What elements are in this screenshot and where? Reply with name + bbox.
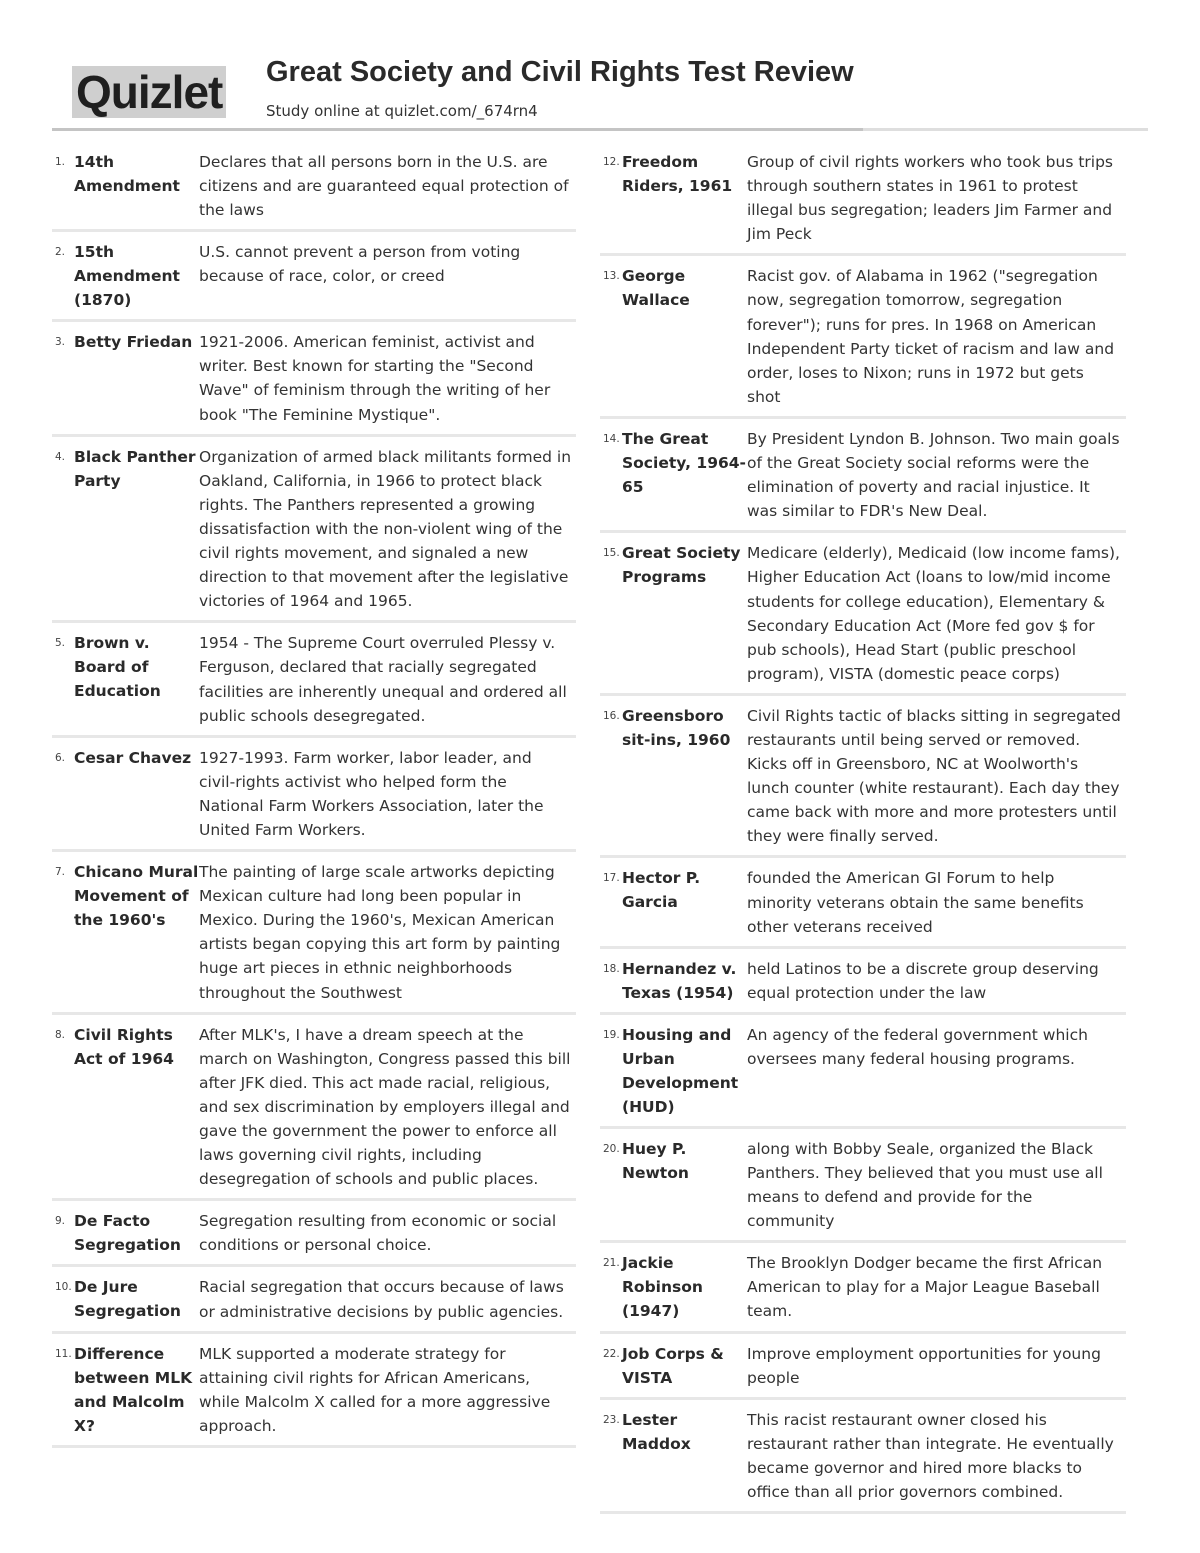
card-term: Hernandez v. Texas (1954) <box>622 959 737 1002</box>
card-definition: The painting of large scale artworks depicting Mexican culture had long been popular in Mexico. During the 1960's, Mexican American artists began copying this art form by painting huge art pieces in ethnic neighborhoods throughout the Southwest <box>199 863 561 1002</box>
card-term: Huey P. Newton <box>622 1139 689 1182</box>
card-number: 10. <box>55 1281 72 1294</box>
card-number: 18. <box>603 962 620 975</box>
card-definition: After MLK's, I have a dream speech at the march on Washington, Congress passed this bill after JFK died. This act made racial, religious, and sex discrimination by employers illegal and gave the government the power to enforce all laws governing civil rights, including desegregation of schools and public places. <box>199 1025 571 1189</box>
card-number: 15. <box>603 547 620 560</box>
card-definition: MLK supported a moderate strategy for attaining civil rights for African Americans, while Malcolm X called for a more aggressive approach. <box>199 1344 551 1435</box>
card-term: Cesar Chavez <box>74 748 192 767</box>
card-number: 4. <box>55 450 66 463</box>
card-number: 14. <box>603 432 620 445</box>
card-number: 7. <box>55 866 66 879</box>
flashcard-11 <box>52 1342 576 1448</box>
card-definition: U.S. cannot prevent a person from voting because of race, color, or creed <box>199 243 521 286</box>
card-term: Chicano Mural Movement of the 1960's <box>74 863 199 930</box>
flashcard-10 <box>52 1275 576 1333</box>
card-term: Black Panther Party <box>74 447 196 490</box>
card-term: De Jure Segregation <box>74 1278 181 1321</box>
flashcard-2 <box>52 240 576 322</box>
quizlet-logo: Quizlet <box>72 66 226 118</box>
flashcard-8 <box>52 1023 576 1202</box>
card-definition: founded the American GI Forum to help minority veterans obtain the same benefits other veterans received <box>747 869 1084 936</box>
card-definition: 1921-2006. American feminist, activist and writer. Best known for starting the "Second Wave" of feminism through the writing of her book "The Feminine Mystique". <box>199 333 551 424</box>
card-number: 17. <box>603 872 620 885</box>
card-term: 15th Amendment (1870) <box>74 243 180 310</box>
card-definition: This racist restaurant owner closed his restaurant rather than integrate. He eventually became governor and hired more blacks to office than all prior governors combined. <box>747 1410 1114 1502</box>
flashcard-19 <box>600 1023 1126 1129</box>
flashcard-14 <box>600 427 1126 533</box>
card-number: 12. <box>603 156 620 168</box>
flashcard-12 <box>600 150 1126 256</box>
card-term: Great Society Programs <box>622 544 741 587</box>
flashcard-16 <box>600 704 1126 859</box>
flashcard-4 <box>52 445 576 624</box>
card-term: Greensboro sit-ins, 1960 <box>622 706 731 749</box>
flashcard-3 <box>52 330 576 436</box>
card-term: Freedom Riders, 1961 <box>622 153 733 195</box>
card-number: 19. <box>603 1028 620 1041</box>
card-definition: Racial segregation that occurs because of laws or administrative decisions by public agencies. <box>199 1278 564 1321</box>
card-definition: Medicare (elderly), Medicaid (low income fams), Higher Education Act (loans to low/mid income students for college education), Elementary & Secondary Education Act (More fed gov $ for pub schools), Head Start (public preschool program), VISTA (domestic peace corps) <box>747 544 1120 683</box>
card-number: 9. <box>55 1215 66 1228</box>
flashcard-20 <box>600 1137 1126 1243</box>
card-definition: Group of civil rights workers who took bus trips through southern states in 1961 to protest illegal bus segregation; leaders Jim Farmer and Jim Peck <box>747 153 1114 244</box>
flashcard-9 <box>52 1209 576 1267</box>
flashcard-6 <box>52 746 576 852</box>
card-definition: held Latinos to be a discrete group deserving equal protection under the law <box>747 959 1099 1002</box>
flashcard-21 <box>600 1251 1126 1333</box>
card-number: 23. <box>603 1413 620 1426</box>
card-definition: The Brooklyn Dodger became the first African American to play for a Major League Baseball team. <box>747 1254 1103 1321</box>
card-term: Housing and Urban Development (HUD) <box>622 1025 739 1116</box>
card-term: Civil Rights Act of 1964 <box>74 1025 174 1068</box>
card-definition: Racist gov. of Alabama in 1962 ("segregation now, segregation tomorrow, segregation forever"); runs for pres. In 1968 on American Independent Party ticket of racism and law and order, loses to Nixon; runs in 1972 but gets shot <box>747 267 1115 406</box>
card-number: 20. <box>603 1142 620 1155</box>
card-term: De Facto Segregation <box>74 1212 181 1255</box>
page-title: Great Society and Civil Rights Test Review <box>266 56 854 88</box>
card-term: Hector P. Garcia <box>622 869 701 912</box>
flashcard-13 <box>600 264 1126 419</box>
left-column <box>52 150 576 1456</box>
card-definition: Improve employment opportunities for young people <box>747 1344 1101 1387</box>
right-column <box>600 150 1126 1522</box>
card-number: 8. <box>55 1028 66 1041</box>
flashcard-18 <box>600 957 1126 1015</box>
card-term: Difference between MLK and Malcolm X? <box>74 1344 193 1435</box>
header-divider <box>52 128 1148 131</box>
card-definition: Organization of armed black militants formed in Oakland, California, in 1966 to protect black rights. The Panthers represented a growing dissatisfaction with the non-violent wing of the civil rights movement, and signaled a new direction to that movement after the legislative victories of 1964 and 1965. <box>199 447 572 611</box>
flashcard-7 <box>52 860 576 1015</box>
flashcard-17 <box>600 866 1126 948</box>
card-number: 2. <box>55 246 66 259</box>
card-term: Jackie Robinson (1947) <box>622 1254 703 1321</box>
card-definition: Civil Rights tactic of blacks sitting in segregated restaurants until being served or removed. Kicks off in Greensboro, NC at Woolworth's lunch counter (white restaurant). Each day they came back with more and more protesters until they were finally served. <box>747 706 1121 846</box>
card-term: 14th Amendment <box>74 153 180 195</box>
card-number: 13. <box>603 270 620 283</box>
card-number: 16. <box>603 709 620 722</box>
flashcard-1 <box>52 150 576 232</box>
card-definition: 1954 - The Supreme Court overruled Plessy v. Ferguson, declared that racially segregated facilities are inherently unequal and ordered all public schools desegregated. <box>199 634 567 725</box>
flashcard-15 <box>600 541 1126 696</box>
card-number: 22. <box>603 1347 620 1360</box>
card-number: 11. <box>55 1347 72 1360</box>
card-term: Lester Maddox <box>622 1410 691 1453</box>
card-definition: By President Lyndon B. Johnson. Two main goals of the Great Society social reforms were the elimination of poverty and racial injustice. It was similar to FDR's New Deal. <box>747 429 1120 521</box>
card-definition: 1927-1993. Farm worker, labor leader, and civil-rights activist who helped form the National Farm Workers Association, later the United Farm Workers. <box>199 748 544 839</box>
card-term: George Wallace <box>622 267 690 310</box>
card-definition: Segregation resulting from economic or social conditions or personal choice. <box>199 1212 557 1255</box>
card-term: Job Corps & VISTA <box>622 1344 724 1387</box>
card-definition: Declares that all persons born in the U.S. are citizens and are guaranteed equal protection of the laws <box>199 153 569 220</box>
flashcard-5 <box>52 631 576 737</box>
study-online-link[interactable]: Study online at quizlet.com/_674rn4 <box>266 102 538 120</box>
card-number: 21. <box>603 1257 620 1270</box>
card-definition: along with Bobby Seale, organized the Black Panthers. They believed that you must use all means to defend and provide for the community <box>747 1139 1103 1231</box>
card-term: Betty Friedan <box>74 333 193 352</box>
card-number: 6. <box>55 751 66 764</box>
card-term: The Great Society, 1964-65 <box>622 429 746 496</box>
card-number: 1. <box>55 156 66 168</box>
card-number: 5. <box>55 637 66 650</box>
flashcard-23 <box>600 1408 1126 1514</box>
flashcard-22 <box>600 1342 1126 1400</box>
card-definition: An agency of the federal government which oversees many federal housing programs. <box>747 1025 1088 1068</box>
card-number: 3. <box>55 336 66 349</box>
card-term: Brown v. Board of Education <box>74 634 161 701</box>
